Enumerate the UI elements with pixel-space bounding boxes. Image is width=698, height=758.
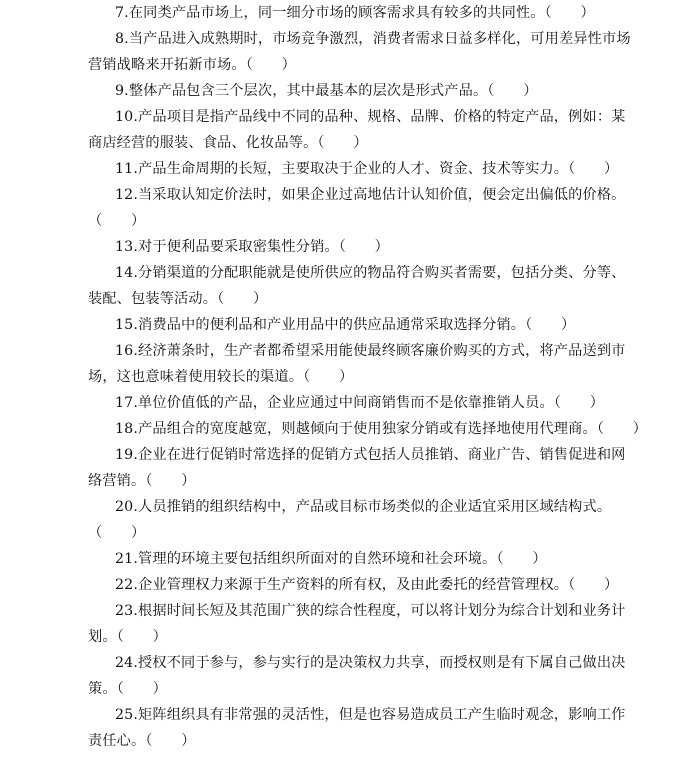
line-q12-cont: （ ） xyxy=(88,213,146,229)
line-q22: 22.企业管理权力来源于生产资料的所有权，及由此委托的经营管理权。（ ） xyxy=(115,577,619,593)
line-q25: 25.矩阵组织具有非常强的灵活性，但是也容易造成员工产生临时观念，影响工作 xyxy=(115,707,626,723)
line-q21: 21.管理的环境主要包括组织所面对的自然环境和社会环境。（ ） xyxy=(115,551,547,567)
line-q13: 13.对于便利品要采取密集性分销。（ ） xyxy=(115,239,389,255)
line-q19: 19.企业在进行促销时常选择的促销方式包括人员推销、商业广告、销售促进和网 xyxy=(115,447,626,463)
line-q20-cont: （ ） xyxy=(88,525,146,541)
line-q9: 9.整体产品包含三个层次，其中最基本的层次是形式产品。（ ） xyxy=(115,83,538,99)
line-q24-cont: 策。（ ） xyxy=(88,681,167,697)
line-q15: 15.消费品中的便利品和产业用品中的供应品通常采取选择分销。（ ） xyxy=(115,317,576,333)
line-q24: 24.授权不同于参与，参与实行的是决策权力共享，而授权则是有下属自己做出决 xyxy=(115,655,626,671)
line-q12: 12.当采取认知定价法时，如果企业过高地估计认知价值，便会定出偏低的价格。 xyxy=(115,187,626,203)
line-q10: 10.产品项目是指产品线中不同的品种、规格、品牌、价格的特定产品，例如：某 xyxy=(115,109,626,125)
line-q10-cont: 商店经营的服装、食品、化妆品等。（ ） xyxy=(88,135,368,151)
line-q18: 18.产品组合的宽度越宽，则越倾向于使用独家分销或有选择地使用代理商。（ ） xyxy=(115,421,648,437)
line-q7: 7.在同类产品市场上，同一细分市场的顾客需求具有较多的共同性。（ ） xyxy=(115,5,595,21)
line-q16-cont: 场，这也意味着使用较长的渠道。（ ） xyxy=(88,369,354,385)
line-q19-cont: 络营销。（ ） xyxy=(88,473,196,489)
line-q14: 14.分销渠道的分配职能就是使所供应的物品符合购买者需要，包括分类、分等、 xyxy=(115,265,626,281)
line-q14-cont: 装配、包装等活动。（ ） xyxy=(88,291,268,307)
line-q23: 23.根据时间长短及其范围广狭的综合性程度，可以将计划分为综合计划和业务计 xyxy=(115,603,626,619)
line-q25-cont: 责任心。（ ） xyxy=(88,733,196,749)
line-q20: 20.人员推销的组织结构中，产品或目标市场类似的企业适宜采用区域结构式。 xyxy=(115,499,612,515)
line-q23-cont: 划。（ ） xyxy=(88,629,167,645)
line-q8-cont: 营销战略来开拓新市场。（ ） xyxy=(88,57,296,73)
line-q17: 17.单位价值低的产品，企业应通过中间商销售而不是依靠推销人员。（ ） xyxy=(115,395,605,411)
line-q8: 8.当产品进入成熟期时，市场竞争激烈，消费者需求日益多样化，可用差异性市场 xyxy=(115,31,631,47)
line-q11: 11.产品生命周期的长短，主要取决于企业的人才、资金、技术等实力。（ ） xyxy=(115,161,619,177)
line-q16: 16.经济萧条时，生产者都希望采用能使最终顾客廉价购买的方式，将产品送到市 xyxy=(115,343,626,359)
